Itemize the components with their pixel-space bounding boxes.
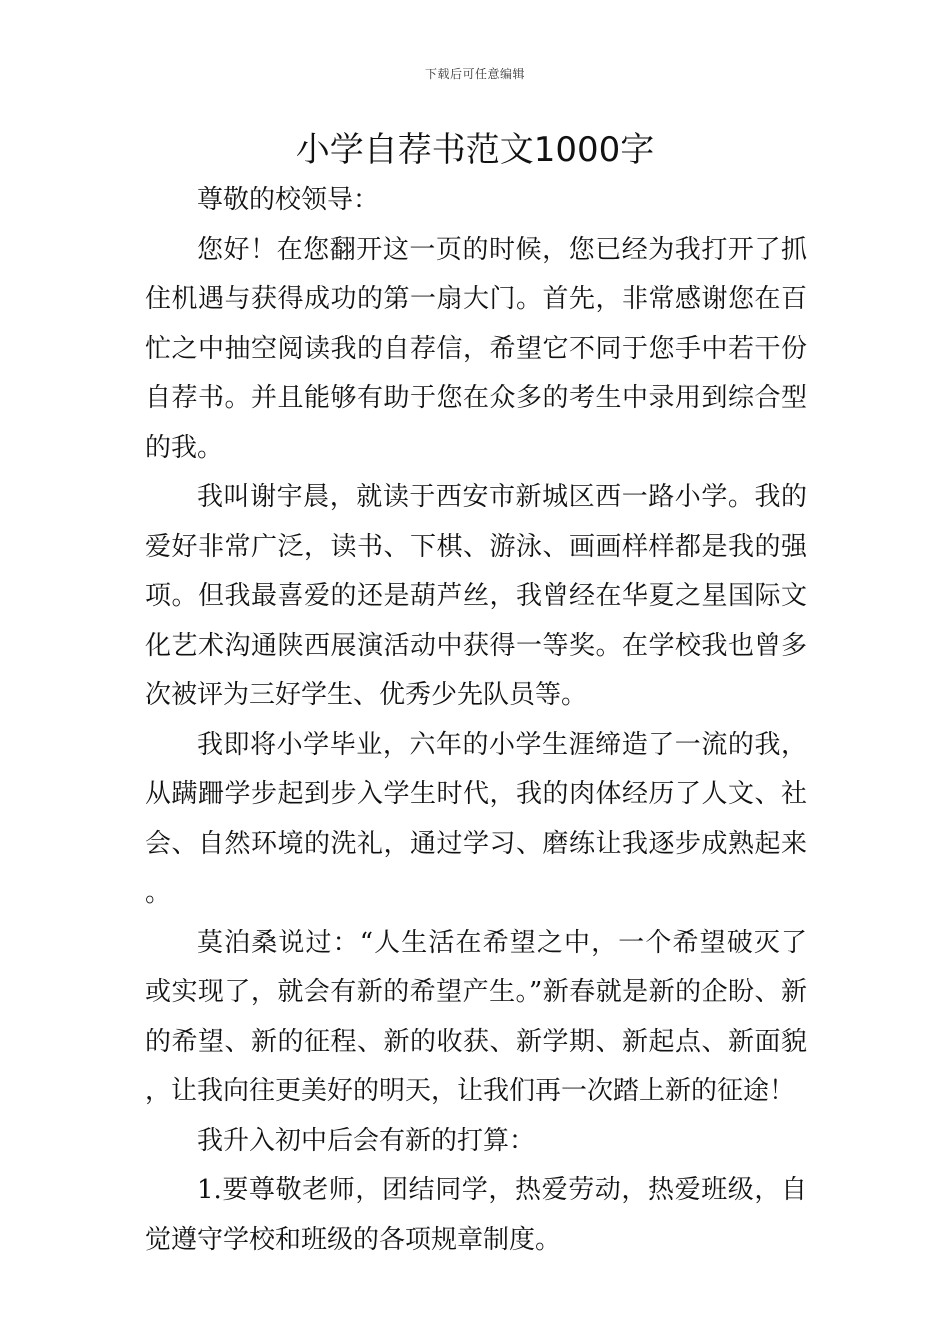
paragraph-growth: 我即将小学毕业，六年的小学生涯缔造了一流的我，从蹒跚学步起到步入学生时代，我的肉体经历了人文、社会、自然环境的洗礼，通过学习、磨练让我逐步成熟起来。 <box>145 729 807 908</box>
paragraph-plan-1: 1.要尊敬老师，团结同学，热爱劳动，热爱班级，自觉遵守学校和班级的各项规章制度。 <box>145 1175 807 1255</box>
header-note: 下载后可任意编辑 <box>424 67 525 81</box>
paragraph-plans-intro: 我升入初中后会有新的打算： <box>197 1125 536 1156</box>
paragraph-greeting: 您好！在您翻开这一页的时候，您已经为我打开了抓住机遇与获得成功的第一扇大门。首先，非常感谢您在百忙之中抽空阅读我的自荐信，希望它不同于您手中若干份自荐书。并且能够有助于您在众多的考生中录用到综合型的我。 <box>145 234 807 463</box>
paragraph-introduction: 我叫谢宇晨，就读于西安市新城区西一路小学。我的爱好非常广泛，读书、下棋、游泳、画画样样都是我的强项。但我最喜爱的还是葫芦丝，我曾经在华夏之星国际文化艺术沟通陕西展演活动中获得一等奖。在学校我也曾多次被评为三好学生、优秀少先队员等。 <box>145 482 807 710</box>
document-title: 小学自荐书范文1000字 <box>295 130 655 170</box>
paragraph-quote: 莫泊桑说过：“人生活在希望之中，一个希望破灭了或实现了，就会有新的希望产生。”新春就是新的企盼、新的希望、新的征程、新的收获、新学期、新起点、新面貌，让我向往更美好的明天，让我们再一次踏上新的征途！ <box>145 927 807 1106</box>
salutation: 尊敬的校领导： <box>197 185 380 215</box>
document-body <box>145 176 807 1265</box>
